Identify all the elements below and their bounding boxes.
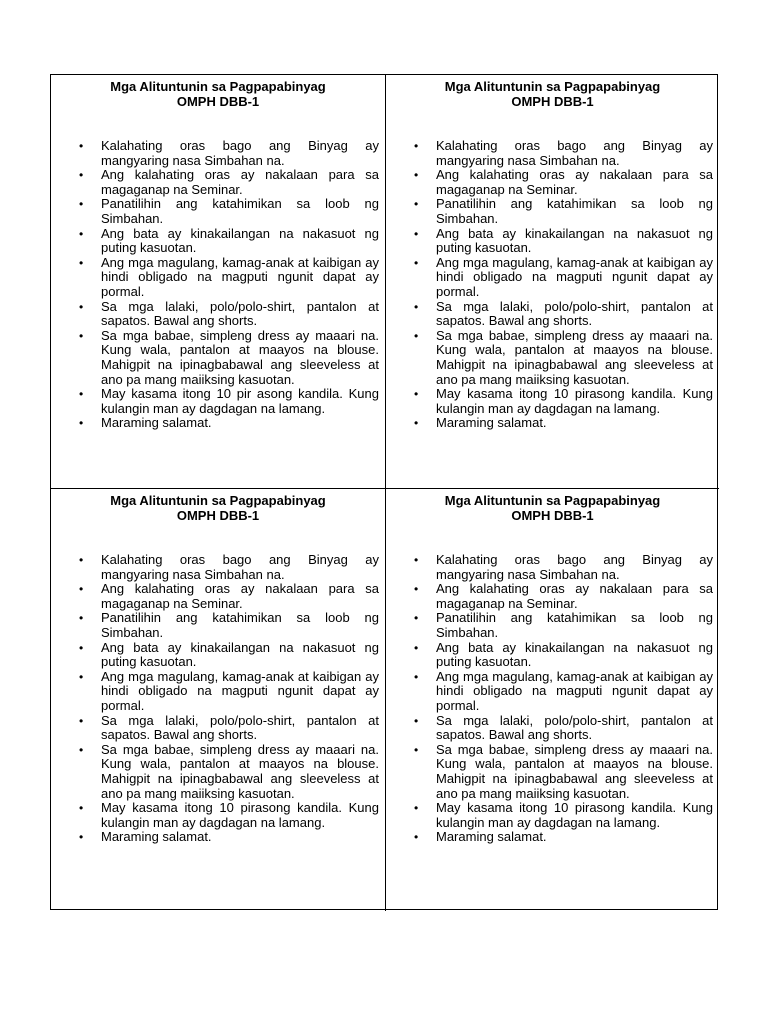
rule-item: • Ang mga magulang, kamag-anak at kaibigan ay hindi obligado na magputi ngunit dapat ay pormal.	[79, 256, 379, 300]
rules-list	[414, 553, 713, 845]
rule-item: • Sa mga lalaki, polo/polo-shirt, pantalon at sapatos. Bawal ang shorts.	[414, 300, 713, 329]
card-title-line1: Mga Alituntunin sa Pagpapabinyag	[110, 79, 326, 94]
rule-item: • Panatilihin ang katahimikan sa loob ng Simbahan.	[79, 197, 379, 226]
rule-item: • Ang mga magulang, kamag-anak at kaibigan ay hindi obligado na magputi ngunit dapat ay pormal.	[414, 670, 713, 714]
rule-item: • Kalahating oras bago ang Binyag ay mangyaring nasa Simbahan na.	[79, 139, 379, 168]
guidelines-card-top-left	[51, 75, 385, 488]
rule-item: • Panatilihin ang katahimikan sa loob ng Simbahan.	[79, 611, 379, 640]
rule-item: • Sa mga babae, simpleng dress ay maaari na. Kung wala, pantalon at maayos na blouse. Mahigpit na ipinagbabawal ang sleeveless at ano pa mang maiiksing kasuotan.	[414, 329, 713, 387]
rule-item: • Ang kalahating oras ay nakalaan para sa magaganap na Seminar.	[79, 582, 379, 611]
rule-item: • May kasama itong 10 pir asong kandila. Kung kulangin man ay dagdagan na lamang.	[79, 387, 379, 416]
card-title-line2: OMPH DBB-1	[511, 508, 594, 523]
rule-item: • Kalahating oras bago ang Binyag ay mangyaring nasa Simbahan na.	[414, 553, 713, 582]
rule-item: • May kasama itong 10 pirasong kandila. Kung kulangin man ay dagdagan na lamang.	[79, 801, 379, 830]
rule-item: • Maraming salamat.	[414, 416, 713, 431]
rules-list	[414, 139, 713, 431]
card-title-line1: Mga Alituntunin sa Pagpapabinyag	[444, 79, 661, 94]
rule-item: • Ang bata ay kinakailangan na nakasuot ng puting kasuotan.	[79, 227, 379, 256]
rule-item: • Sa mga babae, simpleng dress ay maaari na. Kung wala, pantalon at maayos na blouse. Mahigpit na ipinagbabawal ang sleeveless at ano pa mang maiiksing kasuotan.	[414, 743, 713, 801]
rule-item: • Sa mga lalaki, polo/polo-shirt, pantalon at sapatos. Bawal ang shorts.	[79, 714, 379, 743]
rule-item: • Panatilihin ang katahimikan sa loob ng Simbahan.	[414, 197, 713, 226]
card-title-line1: Mga Alituntunin sa Pagpapabinyag	[444, 493, 661, 508]
rule-item: • Sa mga lalaki, polo/polo-shirt, pantalon at sapatos. Bawal ang shorts.	[79, 300, 379, 329]
card-title-line2: OMPH DBB-1	[176, 94, 260, 109]
card-title	[57, 79, 379, 109]
rule-item: • Ang bata ay kinakailangan na nakasuot ng puting kasuotan.	[79, 641, 379, 670]
rule-item: • Sa mga babae, simpleng dress ay maaari na. Kung wala, pantalon at maayos na blouse. Mahigpit na ipinagbabawal ang sleeveless at ano pa mang maiiksing kasuotan.	[79, 329, 379, 387]
rules-list	[79, 139, 379, 431]
guidelines-card-top-right	[385, 75, 719, 488]
rules-list	[79, 553, 379, 845]
rule-item: • Ang mga magulang, kamag-anak at kaibigan ay hindi obligado na magputi ngunit dapat ay pormal.	[414, 256, 713, 300]
rule-item: • Ang bata ay kinakailangan na nakasuot ng puting kasuotan.	[414, 227, 713, 256]
card-title-line2: OMPH DBB-1	[511, 94, 594, 109]
rule-item: • Ang kalahating oras ay nakalaan para sa magaganap na Seminar.	[414, 168, 713, 197]
rule-item: • May kasama itong 10 pirasong kandila. Kung kulangin man ay dagdagan na lamang.	[414, 801, 713, 830]
rule-item: • Ang mga magulang, kamag-anak at kaibigan ay hindi obligado na magputi ngunit dapat ay pormal.	[79, 670, 379, 714]
card-title-line2: OMPH DBB-1	[176, 508, 260, 523]
rule-item: • May kasama itong 10 pirasong kandila. Kung kulangin man ay dagdagan na lamang.	[414, 387, 713, 416]
card-title	[57, 493, 379, 523]
rule-item: • Ang kalahating oras ay nakalaan para sa magaganap na Seminar.	[79, 168, 379, 197]
rule-item: • Maraming salamat.	[79, 830, 379, 845]
card-title	[392, 79, 713, 109]
baptism-guidelines-sheet	[50, 74, 718, 910]
card-title	[392, 493, 713, 523]
rule-item: • Sa mga babae, simpleng dress ay maaari na. Kung wala, pantalon at maayos na blouse. Mahigpit na ipinagbabawal ang sleeveless at ano pa mang maiiksing kasuotan.	[79, 743, 379, 801]
rule-item: • Maraming salamat.	[79, 416, 379, 431]
card-title-line1: Mga Alituntunin sa Pagpapabinyag	[110, 493, 326, 508]
guidelines-card-bottom-right	[385, 488, 719, 911]
rule-item: • Panatilihin ang katahimikan sa loob ng Simbahan.	[414, 611, 713, 640]
guidelines-card-bottom-left	[51, 488, 385, 911]
rule-item: • Maraming salamat.	[414, 830, 713, 845]
rule-item: • Ang kalahating oras ay nakalaan para sa magaganap na Seminar.	[414, 582, 713, 611]
rule-item: • Ang bata ay kinakailangan na nakasuot ng puting kasuotan.	[414, 641, 713, 670]
rule-item: • Sa mga lalaki, polo/polo-shirt, pantalon at sapatos. Bawal ang shorts.	[414, 714, 713, 743]
rule-item: • Kalahating oras bago ang Binyag ay mangyaring nasa Simbahan na.	[414, 139, 713, 168]
rule-item: • Kalahating oras bago ang Binyag ay mangyaring nasa Simbahan na.	[79, 553, 379, 582]
